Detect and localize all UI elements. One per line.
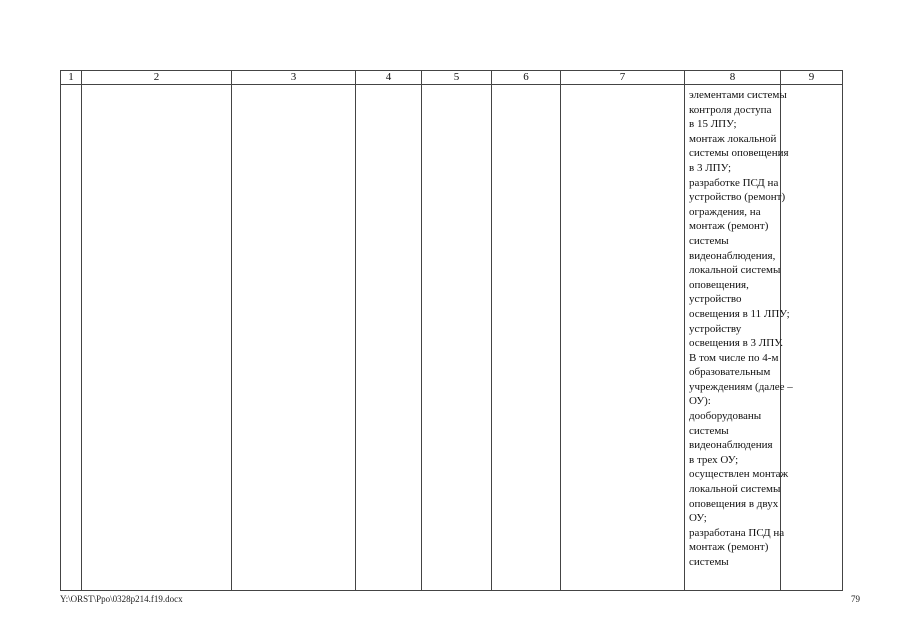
col-header-9: 9 xyxy=(781,71,843,85)
cell-col-6 xyxy=(492,85,561,591)
cell-text-line: разработке ПСД на xyxy=(689,176,779,189)
footer-page-number: 79 xyxy=(851,594,860,604)
col-header-2: 2 xyxy=(82,71,232,85)
cell-text-line: видеонаблюдения, xyxy=(689,249,776,262)
cell-text-line: В том числе по 4-м xyxy=(689,351,779,364)
cell-text-line: в трех ОУ; xyxy=(689,453,739,466)
cell-text-line: оповещения в двух xyxy=(689,497,779,510)
cell-text-line: системы оповещения xyxy=(689,147,789,160)
col-header-6: 6 xyxy=(492,71,561,85)
data-table xyxy=(60,70,843,591)
col-header-1: 1 xyxy=(61,71,82,85)
cell-col-4 xyxy=(356,85,422,591)
cell-text-line: контроля доступа xyxy=(689,103,772,116)
col-header-8: 8 xyxy=(685,71,781,85)
table-row xyxy=(61,85,843,591)
cell-col-3 xyxy=(232,85,356,591)
cell-text-line: осуществлен монтаж xyxy=(689,468,789,481)
cell-text-line: освещения в 3 ЛПУ. xyxy=(689,337,783,350)
cell-text-line: учреждениям (далее – xyxy=(689,380,793,393)
cell-col-9 xyxy=(781,85,843,591)
cell-text-line: ограждения, на xyxy=(689,205,761,218)
footer-file-path: Y:\ORST\Ppo\0328p214.f19.docx xyxy=(60,594,183,604)
cell-text-line: монтаж (ремонт) xyxy=(689,541,769,554)
cell-col-2 xyxy=(82,85,232,591)
header-row xyxy=(61,71,843,85)
cell-text-line: устройство (ремонт) xyxy=(689,191,786,204)
cell-text-line: дооборудованы xyxy=(689,410,762,423)
cell-text-line: системы xyxy=(689,424,729,437)
cell-text-line: разработана ПСД на xyxy=(689,526,785,539)
cell-text-line: оповещения, xyxy=(689,278,749,291)
cell-text-line: элементами системы xyxy=(689,89,787,101)
cell-text-line: локальной системы xyxy=(689,483,781,496)
cell-text-line: видеонаблюдения xyxy=(689,439,773,452)
cell-col-1 xyxy=(61,85,82,591)
col-header-5: 5 xyxy=(422,71,492,85)
cell-text-line: системы xyxy=(689,556,729,568)
cell-text-line: устройство xyxy=(689,293,742,306)
cell-text-line: монтаж локальной xyxy=(689,132,777,145)
cell-text-line: в 15 ЛПУ; xyxy=(689,118,737,131)
cell-text-line: ОУ): xyxy=(689,395,711,408)
cell-text-line: устройству xyxy=(689,322,742,335)
cell-text-line: системы xyxy=(689,234,729,247)
cell-col-5 xyxy=(422,85,492,591)
col-header-4: 4 xyxy=(356,71,422,85)
cell-text-line: локальной системы xyxy=(689,264,781,277)
cell-text-line: освещения в 11 ЛПУ; xyxy=(689,307,790,320)
cell-text-line: ОУ; xyxy=(689,512,707,525)
cell-col-7 xyxy=(561,85,685,591)
col-header-3: 3 xyxy=(232,71,356,85)
cell-text-line: образовательным xyxy=(689,366,771,379)
col-header-7: 7 xyxy=(561,71,685,85)
cell-text-line: монтаж (ремонт) xyxy=(689,220,769,233)
cell-col-8-text xyxy=(685,85,793,570)
cell-col-8 xyxy=(685,85,793,591)
cell-text-line: в 3 ЛПУ; xyxy=(689,161,732,174)
